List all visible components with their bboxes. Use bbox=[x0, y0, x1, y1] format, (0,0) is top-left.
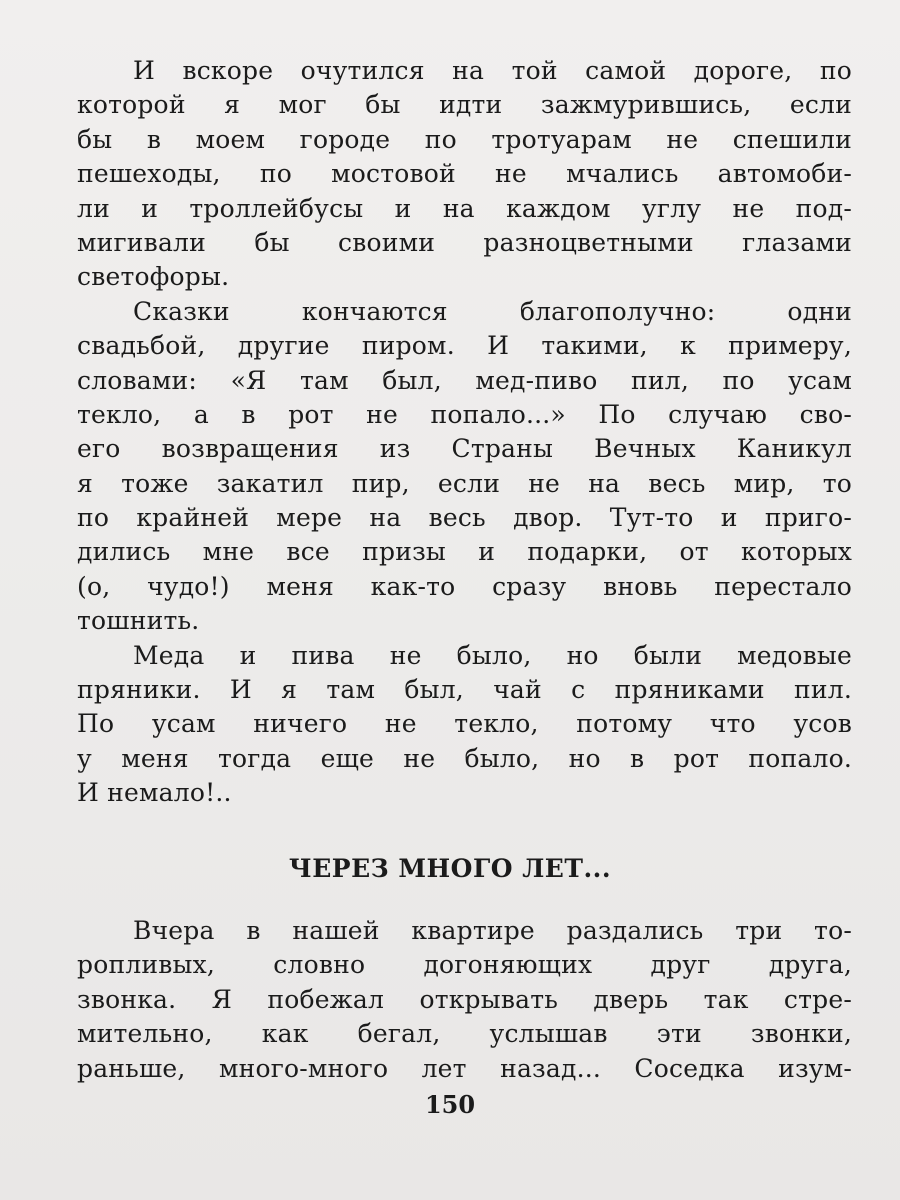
text-line: пряники. И я там был, чай с пряниками пил. bbox=[77, 675, 852, 705]
text-line: которой я мог бы идти зажмурившись, если bbox=[77, 90, 852, 120]
text-line: свадьбой, другие пиром. И такими, к примеру, bbox=[77, 331, 852, 361]
text-line: мительно, как бегал, услышав эти звонки, bbox=[77, 1019, 852, 1049]
text-line: у меня тогда еще не было, но в рот попало. bbox=[77, 743, 852, 773]
text-line: его возвращения из Страны Вечных Каникул bbox=[77, 434, 852, 464]
text-line: И вскоре очутился на той самой дороге, по bbox=[133, 56, 852, 85]
text-line: я тоже закатил пир, если не на весь мир, то bbox=[77, 468, 852, 498]
text-line: Сказки кончаются благополучно: одни bbox=[133, 296, 852, 326]
text-line: пешеходы, по мостовой не мчались автомоби- bbox=[77, 159, 852, 189]
chapter-heading: ЧЕРЕЗ МНОГО ЛЕТ... bbox=[288, 854, 612, 883]
text-line: дились мне все призы и подарки, от которых bbox=[77, 537, 852, 567]
text-block-chapter bbox=[77, 914, 852, 1086]
text-line: словами: «Я там был, мед-пиво пил, по усам bbox=[77, 365, 852, 395]
text-line: (о, чудо!) меня как-то сразу вновь перестало bbox=[77, 571, 852, 601]
text-line: ли и троллейбусы и на каждом углу не под- bbox=[77, 193, 852, 223]
text-line: текло, а в рот не попало...» По случаю сво- bbox=[77, 399, 852, 429]
text-line: звонка. Я побежал открывать дверь так стре- bbox=[77, 984, 852, 1014]
text-line: мигивали бы своими разноцветными глазами bbox=[77, 227, 852, 257]
text-line: Вчера в нашей квартире раздались три то- bbox=[133, 916, 852, 945]
text-line: раньше, много-много лет назад... Соседка изум- bbox=[77, 1053, 852, 1083]
text-line: светофоры. bbox=[77, 262, 230, 292]
text-line: тошнить. bbox=[77, 606, 200, 636]
text-line: Меда и пива не было, но были медовые bbox=[133, 640, 852, 670]
text-line: По усам ничего не текло, потому что усов bbox=[77, 709, 852, 739]
page-number: 150 bbox=[424, 1090, 476, 1119]
text-block-main bbox=[77, 54, 852, 811]
text-line: бы в моем городе по тротуарам не спешили bbox=[77, 124, 852, 154]
text-line: И немало!.. bbox=[77, 778, 232, 808]
text-line: по крайней мере на весь двор. Тут-то и приго- bbox=[77, 503, 852, 533]
text-line: ропливых, словно догоняющих друг друга, bbox=[77, 950, 852, 980]
